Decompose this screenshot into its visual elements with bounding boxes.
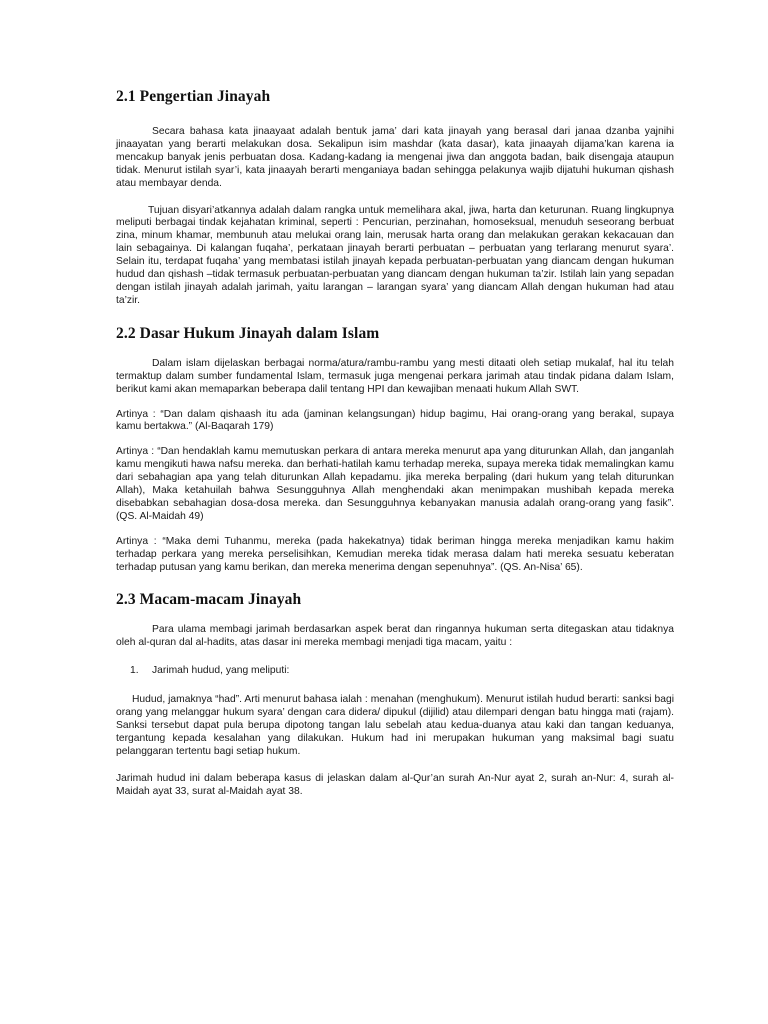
- list-item-text: Jarimah hudud, yang meliputi:: [152, 665, 290, 677]
- paragraph-dasar-hukum-1: Dalam islam dijelaskan berbagai norma/atura/rambu-rambu yang mesti ditaati oleh setiap mukalaf, hal itu telah termaktup dalam sumber fundamental Islam, termasuk juga mengenai perkara jarimah atau tindak pidana dalam Islam, berikut kami akan memaparkan beberapa dalil tentang HPI dan kewajiban menaati hukum Allah SWT.: [116, 357, 674, 395]
- paragraph-hudud-definition: Hudud, jamaknya “had”. Arti menurut bahasa ialah : menahan (menghukum). Menurut istilah hudud berarti: sanksi bagi orang yang melanggar hukum syara’ dengan cara didera/ dipukul (dijilid) atau dilempari dengan batu hingga mati (rajam). Sanksi tersebut dapat pula berupa dipotong tangan lalu sebelah atau kedua-duanya atau kaki dan tangan keduanya, tergantung kepada kesalahan yang dilakukan. Hukum had ini merupakan hukuman yang maksimal bagi suatu pelanggaran tertentu bagi setiap hukum.: [116, 694, 674, 757]
- list-number: 1.: [130, 665, 139, 677]
- paragraph-hudud-references: Jarimah hudud ini dalam beberapa kasus di jelaskan dalam al-Qur’an surah An-Nur ayat 2, surah an-Nur: 4, surah al-Maidah ayat 33, surat al-Maidah ayat 38.: [116, 772, 674, 797]
- section-heading-dasar-hukum: 2.2 Dasar Hukum Jinayah dalam Islam: [116, 324, 380, 342]
- paragraph-pengertian-1: Secara bahasa kata jinaayaat adalah bentuk jama’ dari kata jinayah yang berasal dari janaa dzanba yajnihi jinaayatan yang berarti melakukan dosa. Sekalipun isim mashdar (kata dasar), kata jinaayah dijama’kan karena ia mencakup banyak jenis perbuatan dosa. Kadang-kadang ia mengenai jiwa dan anggota badan, baik disengaja ataupun tidak. Menurut istilah syar’i, kata jinaayah berarti menganiaya badan sehingga pelakunya wajib dijatuhi hukuman qishash atau membayar denda.: [116, 126, 674, 189]
- paragraph-pengertian-2: Tujuan disyari’atkannya adalah dalam rangka untuk memelihara akal, jiwa, harta dan keturunan. Ruang lingkupnya meliputi berbagai tindak kejahatan kriminal, seperti : Pencurian, perzinahan, homoseksual, menuduh seseorang berbuat zina, minum khamar, membunuh atau melukai orang lain, merusak harta orang dan melakukan gerakan kekacauan dan lain sebagainya. Di kalangan fuqaha’, perkataan jinayah berarti perbuatan – perbuatan yang terlarang menurut syara’. Selain itu, terdapat fuqaha’ yang membatasi istilah jinayah kepada perbuatan-perbuatan yang diancam dengan hukuman hudud dan qishash –tidak termasuk perbuatan-perbuatan yang diancam dengan hukuman ta’zir. Istilah lain yang sepadan dengan istilah jinayah adalah jarimah, yaitu larangan – larangan syara’ yang diancam Allah dengan hukuman had atau ta’zir.: [116, 204, 674, 306]
- paragraph-macam-intro: Para ulama membagi jarimah berdasarkan aspek berat dan ringannya hukuman serta ditegaskan atau tidaknya oleh al-quran dal al-hadits, atas dasar ini mereka membagi menjadi tiga macam, yaitu :: [116, 624, 674, 649]
- paragraph-artinya-maidah: Artinya : “Dan hendaklah kamu memutuskan perkara di antara mereka menurut apa yang diturunkan Allah, dan janganlah kamu mengikuti hawa nafsu mereka. dan berhati-hatilah kamu terhadap mereka, supaya mereka tidak memalingkan kamu dari sebahagian apa yang telah diturunkan Allah kepadamu. jika mereka berpaling (dari hukum yang telah diturunkan Allah), Maka ketahuilah bahwa Sesungguhnya Allah menghendaki akan menimpakan mushibah kepada mereka disebabkan sebahagian dosa-dosa mereka. dan Sesungguhnya kebanyakan manusia adalah orang-orang yang fasik”. (QS. Al-Maidah 49): [116, 446, 674, 522]
- document-page: [116, 86, 674, 799]
- paragraph-artinya-baqarah: Artinya : “Dan dalam qishaash itu ada (jaminan kelangsungan) hidup bagimu, Hai orang-orang yang berakal, supaya kamu bertakwa.” (Al-Baqarah 179): [116, 408, 674, 433]
- section-heading-macam: 2.3 Macam-macam Jinayah: [116, 591, 302, 609]
- list-item-jarimah-hudud: [130, 665, 674, 678]
- paragraph-artinya-nisa: Artinya : “Maka demi Tuhanmu, mereka (pada hakekatnya) tidak beriman hingga mereka menjadikan kamu hakim terhadap perkara yang mereka perselisihkan, Kemudian mereka tidak merasa dalam hati mereka sesuatu keberatan terhadap putusan yang kamu berikan, dan mereka menerima dengan sepenuhnya”. (QS. An-Nisa’ 65).: [116, 535, 674, 573]
- section-heading-pengertian: 2.1 Pengertian Jinayah: [116, 88, 271, 105]
